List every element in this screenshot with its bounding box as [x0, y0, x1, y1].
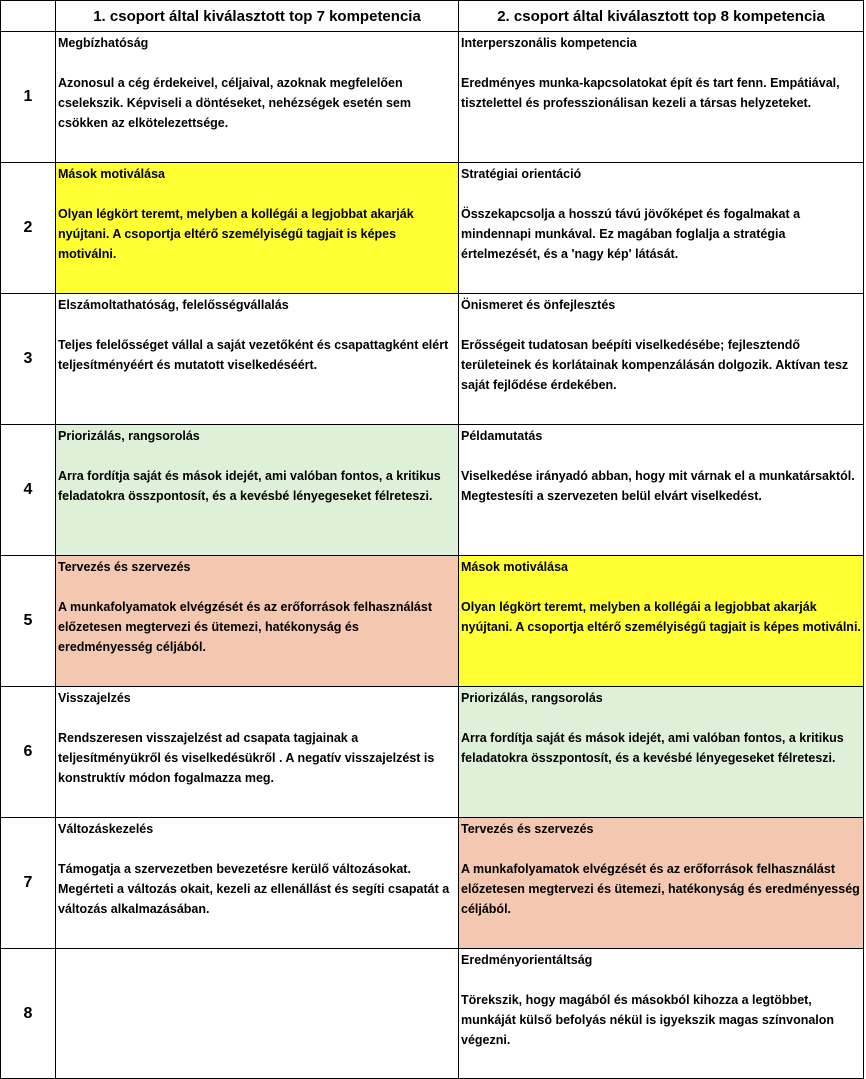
competency-description: Erősségeit tudatosan beépíti viselkedésébe; fejlesztendő területeinek és korlátainak kompenzálásán dolgozik. Aktívan tesz saját fejlődése érdekében. — [461, 338, 849, 392]
table-row — [1, 687, 864, 818]
competency-title: Önismeret és önfejlesztés — [461, 298, 616, 312]
row-number: 3 — [1, 294, 56, 425]
competency-title: Priorizálás, rangsorolás — [461, 691, 603, 705]
competency-description: A munkafolyamatok elvégzését és az erőforrások felhasználást előzetesen megtervezi és ütemezi, hatékonyság és eredményesség céljából. — [58, 600, 432, 654]
competency-description: A munkafolyamatok elvégzését és az erőforrások felhasználást előzetesen megtervezi és ütemezi, hatékonyság és eredményesség céljából. — [461, 862, 860, 916]
group2-cell — [459, 425, 864, 556]
competency-description: Olyan légkört teremt, melyben a kollégái a legjobbat akarják nyújtani. A csoportja eltérő személyiségű tagjait is képes motiválni. — [58, 207, 414, 261]
group1-cell — [56, 32, 459, 163]
competency-title: Tervezés és szervezés — [461, 822, 594, 836]
table-row — [1, 294, 864, 425]
table-row — [1, 818, 864, 949]
competency-title: Mások motiválása — [461, 560, 568, 574]
group2-cell — [459, 163, 864, 294]
competency-title: Változáskezelés — [58, 822, 154, 836]
competency-description: Rendszeresen visszajelzést ad csapata tagjainak a teljesítményükről és viselkedésükről . A negatív visszajelzést is konstruktív módon fogalmazza meg. — [58, 731, 435, 785]
group1-cell — [56, 163, 459, 294]
row-number: 8 — [1, 949, 56, 1079]
group1-cell — [56, 425, 459, 556]
row-number: 5 — [1, 556, 56, 687]
group1-cell — [56, 818, 459, 949]
competency-description: Viselkedése irányadó abban, hogy mit várnak el a munkatársaktól. Megtestesíti a szervezeten belül elvárt viselkedést. — [461, 469, 855, 503]
group1-header: 1. csoport által kiválasztott top 7 kompetencia — [56, 1, 459, 32]
competency-title: Példamutatás — [461, 429, 543, 443]
competency-title: Interperszonális kompetencia — [461, 36, 637, 50]
competency-title: Mások motiválása — [58, 167, 165, 181]
table-row — [1, 425, 864, 556]
competency-description: Támogatja a szervezetben bevezetésre kerülő változásokat. Megérteti a változás okait, kezeli az ellenállást és segíti csapatát a változás alkalmazásában. — [58, 862, 450, 916]
competency-description: Olyan légkört teremt, melyben a kollégái a legjobbat akarják nyújtani. A csoportja eltérő személyiségű tagjait is képes motiválni. — [461, 600, 861, 634]
corner-cell — [1, 1, 56, 32]
row-number: 4 — [1, 425, 56, 556]
group1-cell — [56, 294, 459, 425]
competency-title: Visszajelzés — [58, 691, 131, 705]
group1-cell — [56, 687, 459, 818]
group2-cell — [459, 949, 864, 1079]
group2-cell — [459, 32, 864, 163]
table-row — [1, 556, 864, 687]
competency-description: Azonosul a cég érdekeivel, céljaival, azoknak megfelelően cselekszik. Képviseli a döntéseket, nehézségek esetén sem csökken az elkötelezettsége. — [58, 76, 411, 130]
competency-title: Priorizálás, rangsorolás — [58, 429, 200, 443]
competency-title: Tervezés és szervezés — [58, 560, 191, 574]
competency-title: Elszámoltathatóság, felelősségvállalás — [58, 298, 289, 312]
competency-title: Megbízhatóság — [58, 36, 149, 50]
header-row — [1, 1, 864, 32]
group2-cell — [459, 818, 864, 949]
table-row — [1, 949, 864, 1079]
group2-cell — [459, 294, 864, 425]
competency-description: Törekszik, hogy magából és másokból kihozza a legtöbbet, munkáját külső befolyás nékül is igyekszik magas színvonalon végezni. — [461, 993, 835, 1047]
row-number: 6 — [1, 687, 56, 818]
competency-title: Eredményorientáltság — [461, 953, 593, 967]
group2-cell — [459, 687, 864, 818]
table-row — [1, 163, 864, 294]
group2-header: 2. csoport által kiválasztott top 8 kompetencia — [459, 1, 864, 32]
group1-cell — [56, 556, 459, 687]
row-number: 1 — [1, 32, 56, 163]
competency-description: Arra fordítja saját és mások idejét, ami valóban fontos, a kritikus feladatokra összpontosít, és a kevésbé lényegeseket félreteszi. — [461, 731, 844, 765]
group1-cell-empty — [56, 949, 459, 1079]
competency-title: Stratégiai orientáció — [461, 167, 582, 181]
competency-description: Összekapcsolja a hosszú távú jövőképet és fogalmakat a mindennapi munkával. Ez magában foglalja a stratégia értelmezését, és a 'nagy kép' látását. — [461, 207, 801, 261]
table-row — [1, 32, 864, 163]
row-number: 7 — [1, 818, 56, 949]
row-number: 2 — [1, 163, 56, 294]
group2-cell — [459, 556, 864, 687]
competency-description: Arra fordítja saját és mások idejét, ami valóban fontos, a kritikus feladatokra összpontosít, és a kevésbé lényegeseket félreteszi. — [58, 469, 441, 503]
competency-description: Eredményes munka-kapcsolatokat épít és tart fenn. Empátiával, tisztelettel és professzionálisan kezeli a társas helyzeteket. — [461, 76, 840, 110]
competency-description: Teljes felelősséget vállal a saját vezetőként és csapattagként elért teljesítményéért és mutatott viselkedéséért. — [58, 338, 449, 372]
